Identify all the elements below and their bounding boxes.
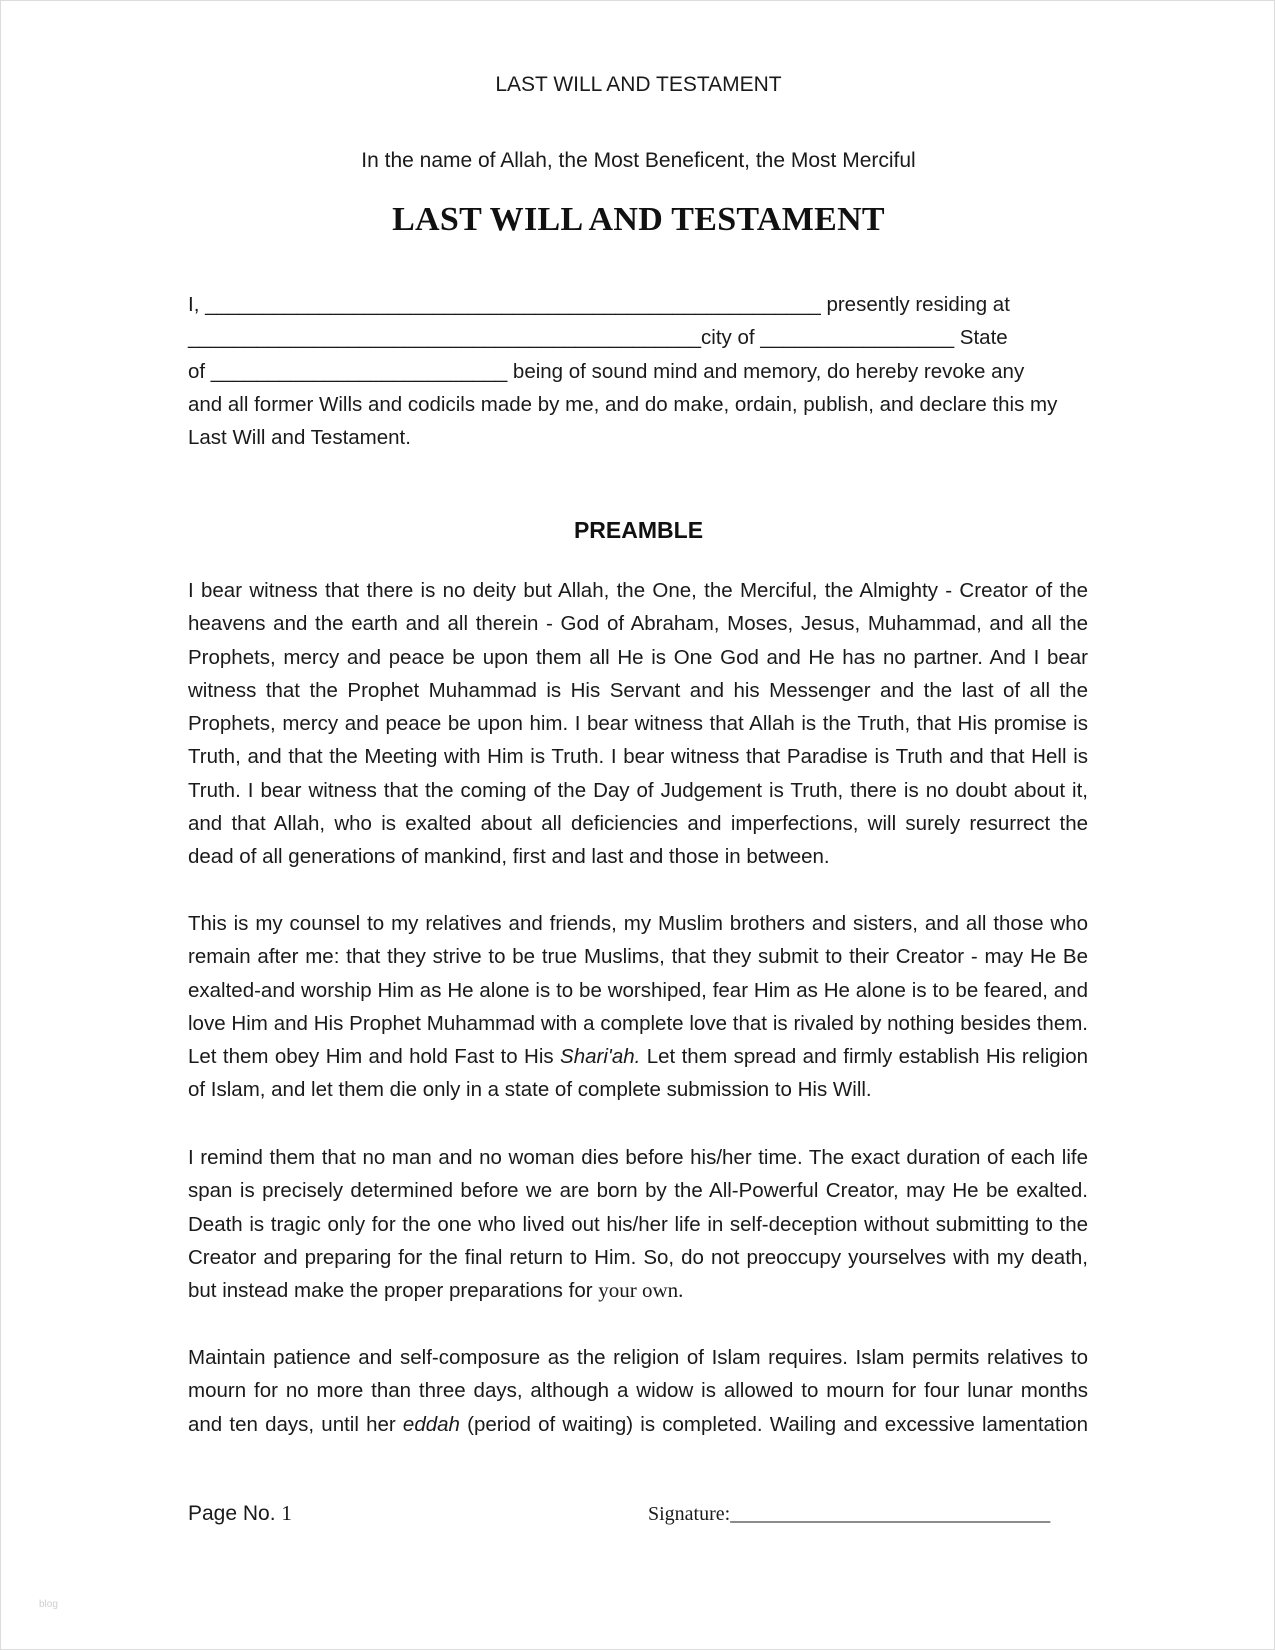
running-header: LAST WILL AND TESTAMENT [495, 73, 782, 96]
intro-declaration [188, 288, 1088, 454]
paragraph-3-text-b: your own. [598, 1278, 684, 1303]
document-title: LAST WILL AND TESTAMENT [392, 201, 885, 238]
paragraph-3-text-a: I remind them that no man and no woman dies before his/her time. The exact duration of each life span is precisely determined before we are born by the All-Powerful Creator, may He be exalted. Death is tragic only for the one who lived out his/her life in self-deception without submitting to the Creator and preparing for the final return to Him. So, do not preoccupy yourselves with my death, but instead make the proper preparations for [188, 1146, 1088, 1303]
preamble-paragraph-1: I bear witness that there is no deity but Allah, the One, the Merciful, the Almighty - Creator of the heavens and the earth and all therein - God of Abraham, Moses, Jesus, Muhammad, and all the Prophets, mercy and peace be upon them all He is One God and He has no partner. And I bear witness that the Prophet Muhammad is His Servant and his Messenger and the last of all the Prophets, mercy and peace be upon him. I bear witness that Allah is the Truth, that His promise is Truth, and that the Meeting with Him is Truth. I bear witness that Paradise is Truth and that Hell is Truth. I bear witness that the coming of the Day of Judgement is Truth, there is no doubt about it, and that Allah, who is exalted about all deficiencies and imperfections, will surely resurrect the dead of all generations of mankind, first and last and those in between. [188, 579, 1088, 869]
preamble-heading: PREAMBLE [573, 517, 704, 543]
invocation-line: In the name of Allah, the Most Beneficent, the Most Merciful [361, 149, 916, 172]
intro-line-state: of __________________________ being of sound mind and memory, do hereby revoke any [188, 359, 1025, 383]
watermark-text: blog [39, 1599, 58, 1610]
signature-line: Signature:________________________________ [648, 1503, 1051, 1525]
intro-line-end: Last Will and Testament. [188, 426, 411, 450]
preamble-paragraph-4 [188, 1341, 1088, 1441]
intro-line-revoke: and all former Wills and codicils made by me, and do make, ordain, publish, and declare this my [188, 392, 1058, 416]
paragraph-2-text-b: Let them spread and firmly establish His religion of Islam, and let them die only in a state of complete submission to His Will. [188, 1045, 1089, 1102]
page-number-label: Page No. [188, 1502, 282, 1525]
paragraph-4-text-a: Maintain patience and self-composure as the religion of Islam requires. Islam permits relatives to mourn for no more than three days, although a widow is allowed to mourn for four lunar months and ten days, until her [188, 1346, 1088, 1436]
shariah-term: Shari'ah. [560, 1045, 641, 1069]
paragraph-2-text-a: This is my counsel to my relatives and friends, my Muslim brothers and sisters, and all those who remain after me: that they strive to be true Muslims, that they submit to their Creator - may He Be exalted-and worship Him as He alone is to be worshiped, fear Him as He alone is to be feared, and love Him and His Prophet Muhammad with a complete love that is rivaled by nothing besides them. Let them obey Him and hold Fast to His [188, 912, 1088, 1069]
page-number-value: 1 [281, 1501, 292, 1525]
page-number [188, 1501, 292, 1526]
intro-line-address: _____________________________________________city of _________________ State [188, 326, 1008, 350]
preamble-paragraph-2 [188, 907, 1088, 1107]
paragraph-4-text-b: (period of waiting) is completed. Wailing and excessive lamentation [459, 1412, 1088, 1436]
eddah-term: eddah [402, 1412, 460, 1436]
preamble-paragraph-3 [188, 1141, 1088, 1307]
intro-line-name: I, ______________________________________________________ presently residing at [188, 293, 1010, 316]
